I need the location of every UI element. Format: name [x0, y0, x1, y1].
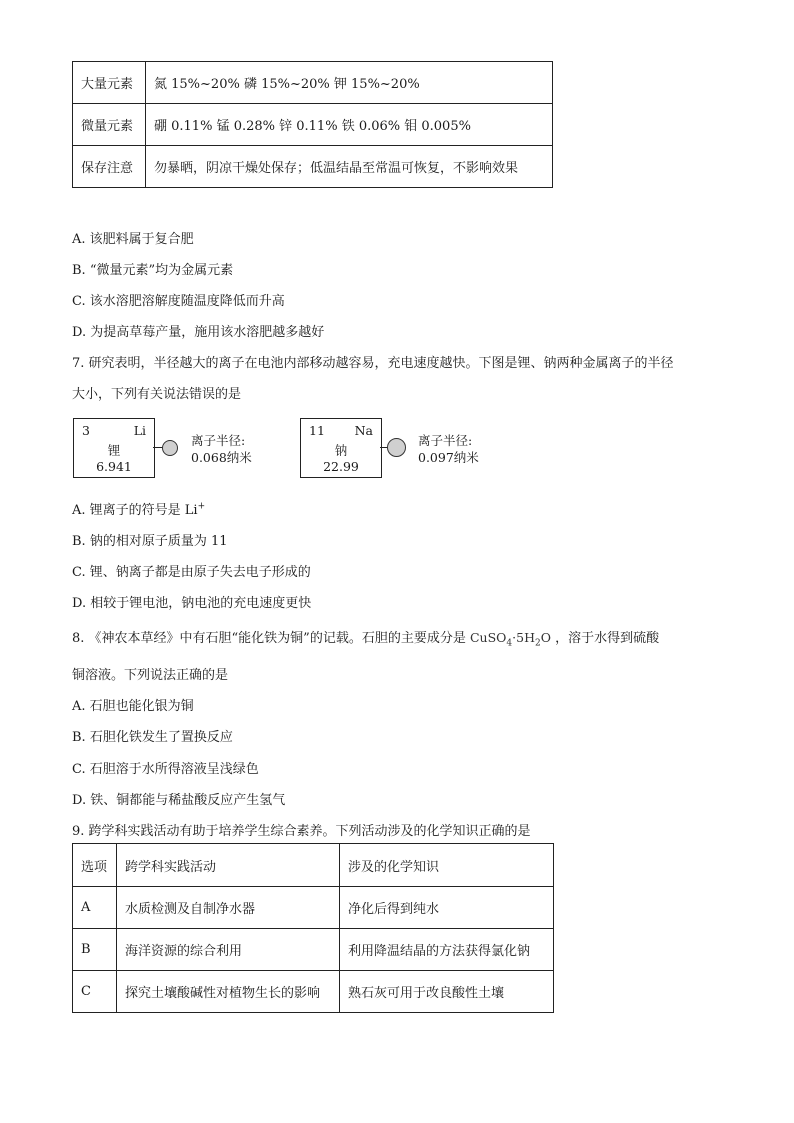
- li-symbol: Li: [133, 423, 146, 438]
- q8-formula: $CuSO_4\cdot 5H_2O$: [469, 630, 551, 649]
- q9-row-a-option: A: [73, 887, 117, 929]
- q9-row-b-option: B: [73, 929, 117, 971]
- q8-option-b: B. 石胆化铁发生了置换反应: [72, 730, 233, 745]
- q9-header-knowledge: 涉及的化学知识: [340, 844, 554, 887]
- table-cell-label: 保存注意: [73, 146, 146, 188]
- q9-row-b-knowledge: 利用降温结晶的方法获得氯化钠: [340, 929, 554, 971]
- q8-stem-line2: 铜溶液。下列说法正确的是: [72, 668, 229, 683]
- q9-header-activity: 跨学科实践活动: [117, 844, 340, 887]
- li-atomic-mass: 6.941: [96, 459, 132, 474]
- na-symbol: Na: [354, 423, 373, 438]
- table-cell-label: 大量元素: [73, 62, 146, 104]
- q9-table: [72, 843, 554, 1013]
- q9-row-c-knowledge: 熟石灰可用于改良酸性土壤: [340, 971, 554, 1013]
- q6-option-d: D. 为提高草莓产量，施用该水溶肥越多越好: [72, 325, 325, 340]
- na-atomic-mass: 22.99: [323, 459, 359, 474]
- li-atomic-number: 3: [82, 423, 90, 438]
- q6-option-a: A. 该肥料属于复合肥: [72, 232, 194, 247]
- na-name: 钠: [334, 443, 348, 458]
- q7-option-c: C. 锂、钠离子都是由原子失去电子形成的: [72, 565, 311, 580]
- q9-row-a-knowledge: 净化后得到纯水: [340, 887, 554, 929]
- q6-option-b: B. “微量元素”均为金属元素: [72, 263, 234, 278]
- q7-option-d: D. 相较于锂电池，钠电池的充电速度更快: [72, 596, 312, 611]
- q6-option-c: C. 该水溶肥溶解度随温度降低而升高: [72, 294, 285, 309]
- q8-option-a: A. 石胆也能化银为铜: [72, 699, 194, 714]
- fertilizer-table: [72, 61, 553, 188]
- table-cell-label: 微量元素: [73, 104, 146, 146]
- li-name: 锂: [107, 443, 121, 458]
- q9-row-c-option: C: [73, 971, 117, 1013]
- li-radius-label: 离子半径:: [191, 433, 246, 448]
- na-radius-label: 离子半径:: [418, 433, 473, 448]
- q7-stem-line1: 7. 研究表明，半径越大的离子在电池内部移动越容易，充电速度越快。下图是锂、钠两种金属离子的半径: [72, 356, 674, 371]
- sodium-ion-circle: [387, 438, 406, 457]
- q7-stem-line2: 大小，下列有关说法错误的是: [72, 387, 242, 402]
- q8-stem-pre: 8. 《神农本草经》中有石胆“能化铁为铜”的记载。石胆的主要成分是: [72, 631, 466, 646]
- q8-stem-post: ，溶于水得到硫酸: [555, 631, 660, 646]
- q9-row-c-activity: 探究土壤酸碱性对植物生长的影响: [117, 971, 340, 1013]
- q8-option-c: C. 石胆溶于水所得溶液呈浅绿色: [72, 762, 259, 777]
- q8-stem-line1: [72, 627, 659, 649]
- na-atomic-number: 11: [309, 423, 325, 438]
- table-cell-value: 硼 0.11% 锰 0.28% 锌 0.11% 铁 0.06% 钼 0.005%: [146, 104, 553, 146]
- na-radius-value: 0.097纳米: [418, 450, 479, 465]
- q7-option-a-charge: +: [197, 501, 206, 512]
- sodium-element-box: [300, 418, 382, 478]
- li-radius-value: 0.068纳米: [191, 450, 252, 465]
- q7-option-b: B. 钠的相对原子质量为 11: [72, 534, 228, 549]
- table-cell-value: 氮 15%~20% 磷 15%~20% 钾 15%~20%: [146, 62, 553, 104]
- q9-header-option: 选项: [73, 844, 117, 887]
- table-cell-value: 勿暴晒，阴凉干燥处保存；低温结晶至常温可恢复，不影响效果: [146, 146, 553, 188]
- q9-row-a-activity: 水质检测及自制净水器: [117, 887, 340, 929]
- q7-option-a-text: A. 锂离子的符号是 Li: [72, 503, 198, 518]
- q7-option-a: [72, 499, 205, 518]
- lithium-ion-circle: [162, 440, 178, 456]
- lithium-element-box: [73, 418, 155, 478]
- q9-stem: 9. 跨学科实践活动有助于培养学生综合素养。下列活动涉及的化学知识正确的是: [72, 824, 531, 839]
- q8-option-d: D. 铁、铜都能与稀盐酸反应产生氢气: [72, 793, 286, 808]
- q9-row-b-activity: 海洋资源的综合利用: [117, 929, 340, 971]
